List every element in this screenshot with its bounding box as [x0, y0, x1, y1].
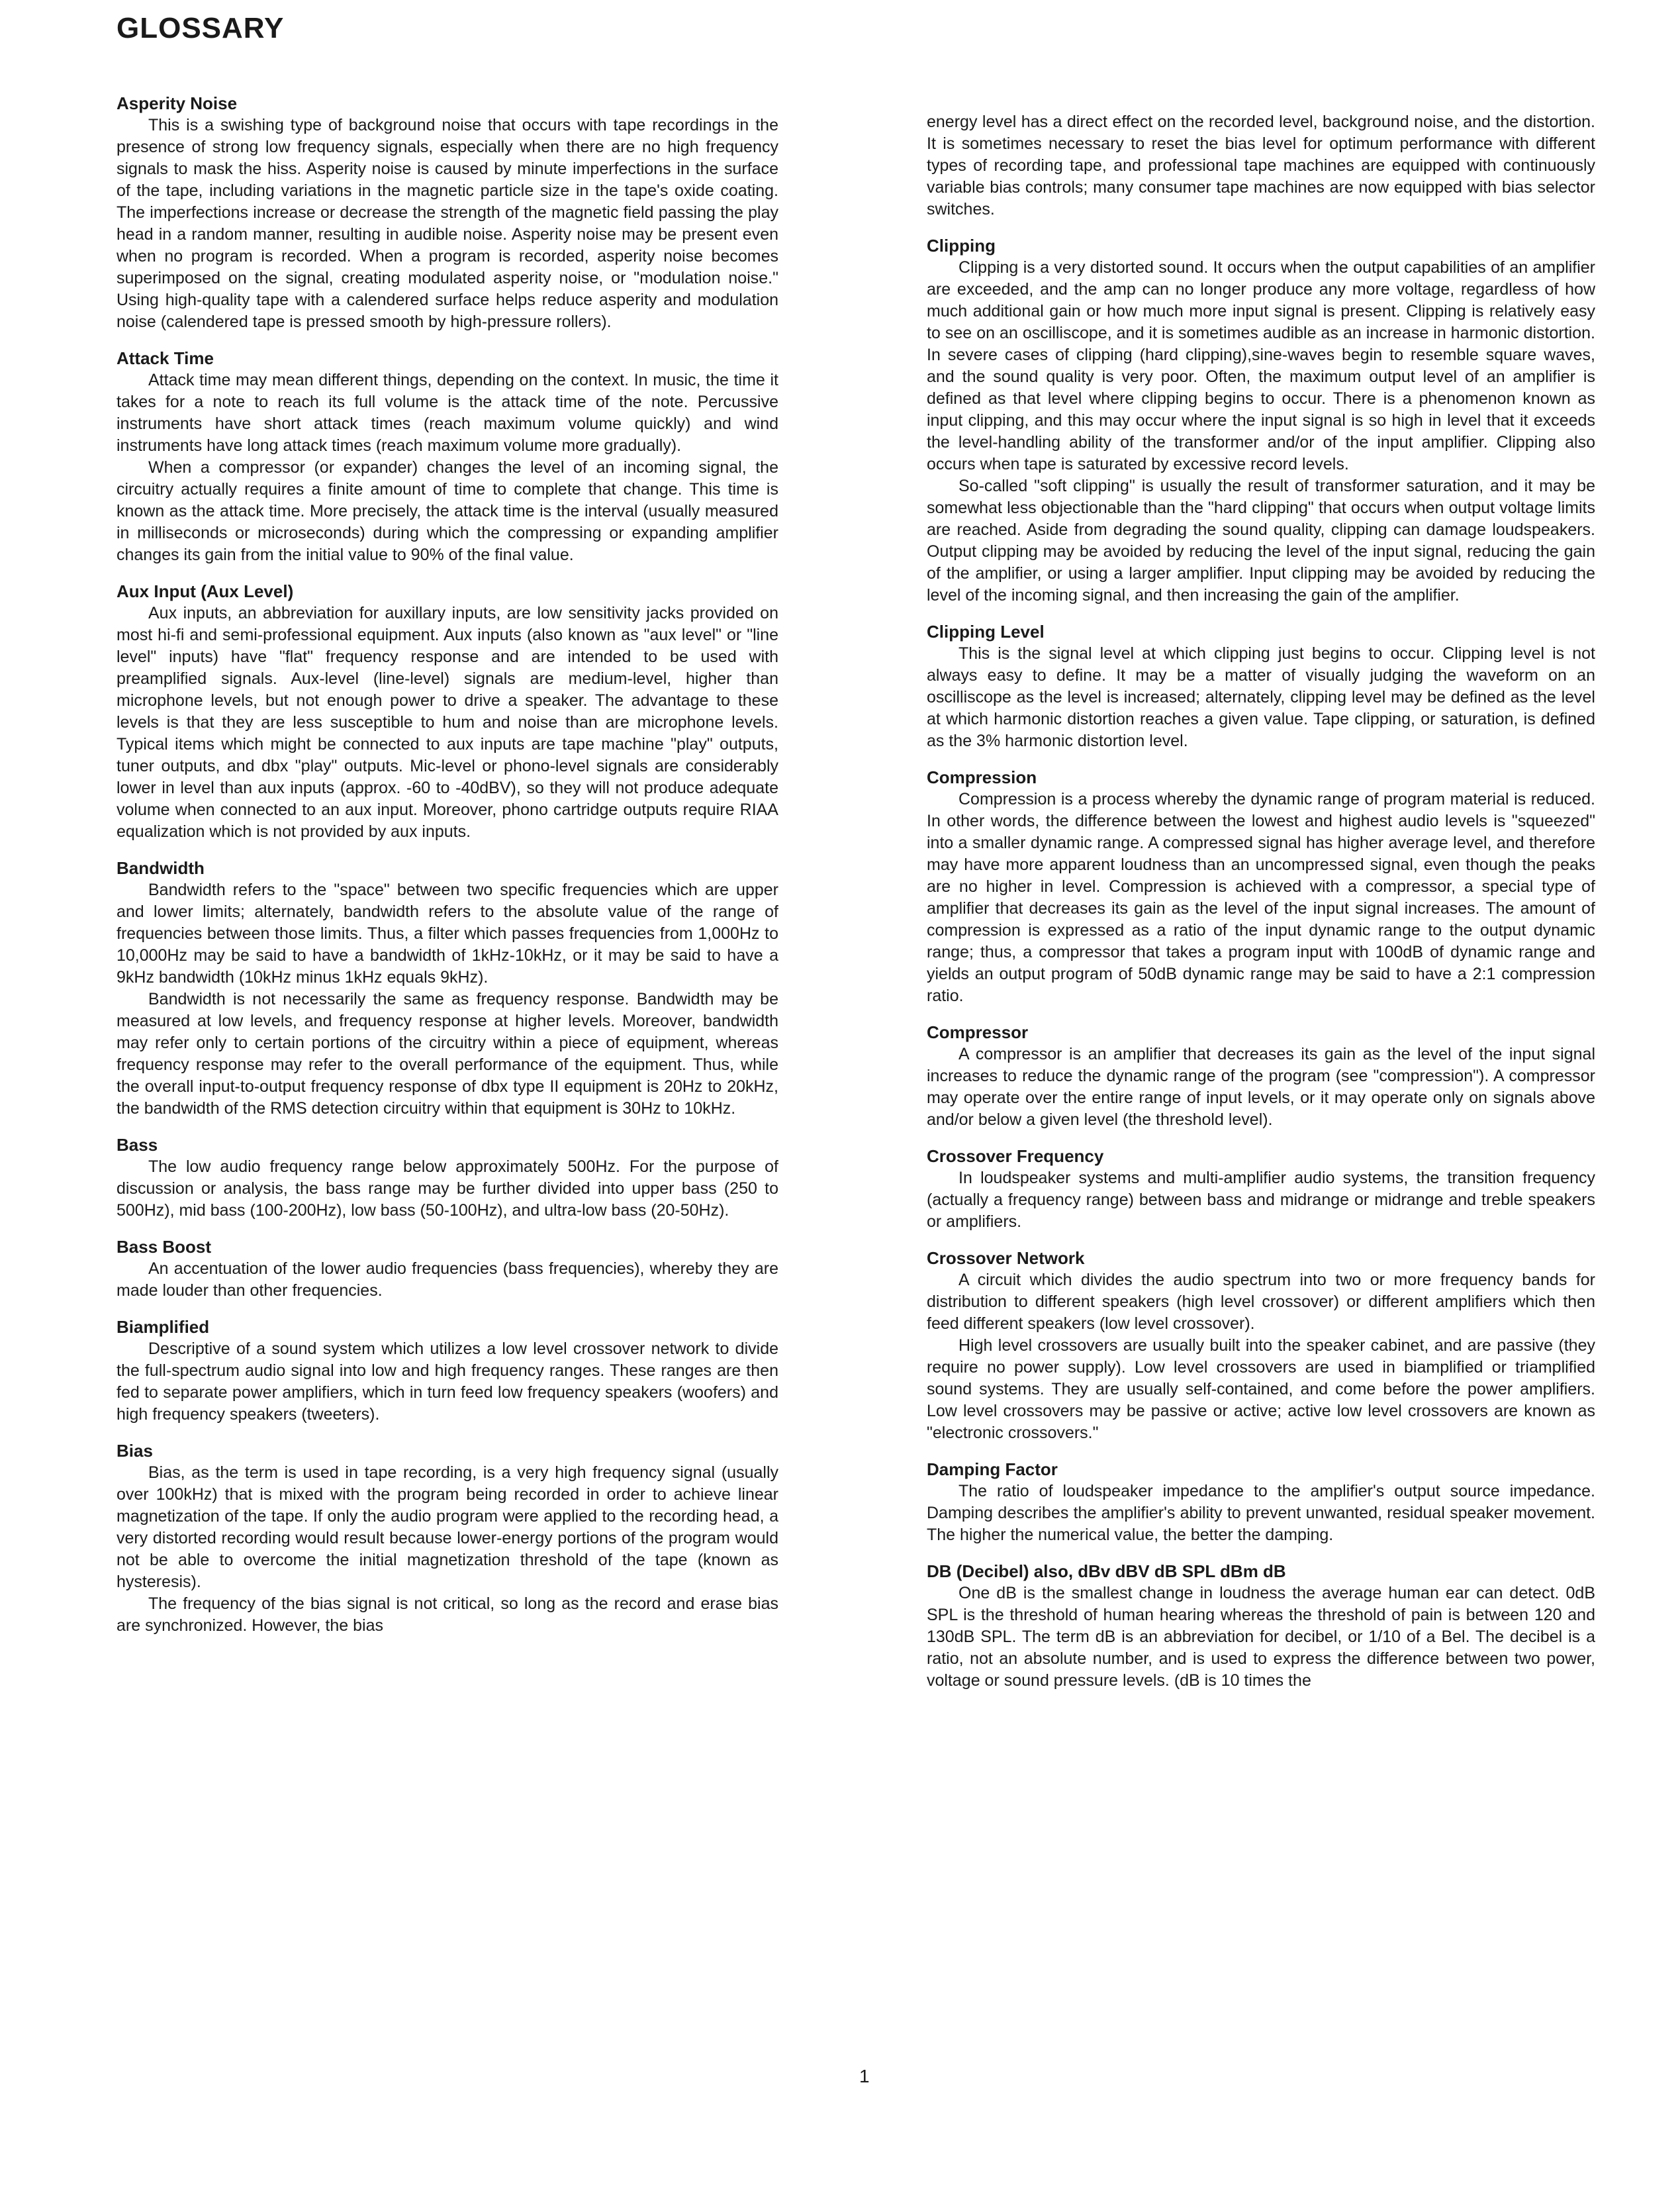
right-column: [927, 111, 1595, 1706]
glossary-entry: [927, 1247, 1595, 1444]
glossary-entry: [117, 93, 778, 333]
glossary-definition: Compression is a process whereby the dynamic range of program material is reduced. In other words, the difference between the lowest and highest audio levels is "squeezed" into a smaller dynamic range. A compressed signal has higher average level, and therefore may have more apparent loudness than an uncompressed signal, even though the peaks are no higher in level. Compression is achieved with a compressor, a special type of amplifier that decreases its gain as the level of the input signal increases. The amount of compression is expressed as a ratio of the input dynamic range to the output dynamic range; thus, a compressor that takes a program input with 100dB of dynamic range and yields an output program of 50dB dynamic range may be said to have a 2:1 compression ratio.: [927, 790, 1595, 1005]
glossary-definition: So-called "soft clipping" is usually the result of transformer saturation, and it may be somewhat less objectionable than the "hard clipping" that occurs when output voltage limits are reached. Aside from degrading the sound quality, clipping can damage loudspeakers. Output clipping may be avoided by reducing the level of the input signal, reducing the gain of the amplifier, or using a larger amplifier. Input clipping may be avoided by reducing the level of the incoming signal, and then increasing the gain of the amplifier.: [927, 477, 1595, 605]
glossary-definition: An accentuation of the lower audio frequencies (bass frequencies), whereby they are made louder than other frequencies.: [117, 1259, 778, 1300]
glossary-definition: energy level has a direct effect on the recorded level, background noise, and the distortion. It is sometimes necessary to reset the bias level for optimum performance with different types of recording tape, and professional tape machines are equipped with continuously variable bias controls; many consumer tape machines are now equipped with bias selector switches.: [927, 113, 1595, 219]
glossary-entry: [117, 1316, 778, 1426]
glossary-term: Bass Boost: [117, 1237, 212, 1257]
glossary-definition: Descriptive of a sound system which utilizes a low level crossover network to divide the full-spectrum audio signal into low and high frequency ranges. These ranges are then fed to separate power amplifiers, which in turn feed low frequency speakers (woofers) and high frequency speakers (tweeters).: [117, 1339, 778, 1424]
glossary-definition: High level crossovers are usually built into the speaker cabinet, and are passive (they require no power supply). Low level crossovers are used in biamplified or triamplified sound systems. They are usually self-contained, and come before the power amplifiers. Low level crossovers may be passive or active; active low level crossovers are known as "electronic crossovers.": [927, 1336, 1595, 1442]
glossary-term: DB (Decibel) also, dBv dBV dB SPL dBm dB: [927, 1561, 1286, 1581]
glossary-entry: [117, 857, 778, 1120]
glossary-entry: [117, 1236, 778, 1302]
glossary-definition: Bandwidth is not necessarily the same as frequency response. Bandwidth may be measured at low levels, and frequency response at higher levels. Moreover, bandwidth may refer only to certain portions of the circuitry within a piece of equipment, whereas frequency response may refer to the overall performance of the equipment. Thus, while the overall input-to-output frequency response of dbx type II equipment is 20Hz to 20kHz, the bandwidth of the RMS detection circuitry within that equipment is 30Hz to 10kHz.: [117, 990, 778, 1118]
glossary-definition: Bias, as the term is used in tape recording, is a very high frequency signal (usually over 100kHz) that is mixed with the program being recorded in order to achieve linear magnetization of the tape. If only the audio program were applied to the recording head, a very distorted recording would result because lower-energy portions of the program would not be able to overcome the initial magnetization threshold of the tape (known as hysteresis).: [117, 1463, 778, 1591]
glossary-term: Asperity Noise: [117, 93, 238, 113]
glossary-definition: Attack time may mean different things, depending on the context. In music, the time it takes for a note to reach its full volume is the attack time of the note. Percussive instruments have short attack times (reach maximum volume quickly) and wind instruments have long attack times (reach maximum volume more gradually).: [117, 371, 778, 455]
glossary-definition: Clipping is a very distorted sound. It occurs when the output capabilities of an amplifier are exceeded, and the amp can no longer produce any more voltage, regardless of how much additional gain or how much more input signal is present. Clipping is relatively easy to see on an oscilliscope, and it is sometimes audible as an increase in harmonic distortion. In severe cases of clipping (hard clipping),sine-waves begin to resemble square waves, and the sound quality is very poor. Often, the maximum output level of an amplifier is defined as that level where clipping begins to occur. There is a phenomenon known as input clipping, and this may occur where the input signal is so high in level that it exceeds the level-handling ability of the transformer and/or of the input amplifier. Clipping also occurs when tape is saturated by excessive record levels.: [927, 258, 1595, 473]
glossary-definition: In loudspeaker systems and multi-amplifier audio systems, the transition frequency (actually a frequency range) between bass and midrange or midrange and treble speakers or amplifiers.: [927, 1169, 1595, 1231]
glossary-term: Attack Time: [117, 348, 214, 368]
glossary-term: Compression: [927, 767, 1037, 787]
glossary-definition: A circuit which divides the audio spectrum into two or more frequency bands for distribution to different speakers (high level crossover) or different amplifiers which then feed different speakers (low level crossover).: [927, 1271, 1595, 1333]
glossary-term: Crossover Frequency: [927, 1146, 1104, 1166]
glossary-term: Aux Input (Aux Level): [117, 581, 294, 601]
glossary-term: Damping Factor: [927, 1459, 1058, 1479]
page-number: 1: [859, 2066, 870, 2086]
glossary-definition: A compressor is an amplifier that decreases its gain as the level of the input signal increases to reduce the dynamic range of the program (see "compression"). A compressor may operate over the entire range of input levels, or it may operate only on signals above and/or below a given level (the threshold level).: [927, 1045, 1595, 1129]
glossary-definition: This is a swishing type of background noise that occurs with tape recordings in the presence of strong low frequency signals, especially when there are no high frequency signals to mask the hiss. Asperity noise is caused by minute imperfections in the surface of the tape, including variations in the magnetic particle size in the tape's oxide coating. The imperfections increase or decrease the strength of the magnetic field passing the play head in a random manner, resulting in audible noise. Asperity noise may be present even when no program is recorded. When a program is recorded, asperity noise becomes superimposed on the signal, creating modulated asperity noise, or "modulation noise." Using high-quality tape with a calendered surface helps reduce asperity and modulation noise (calendered tape is pressed smooth by high-pressure rollers).: [117, 116, 778, 331]
glossary-entry: [927, 111, 1595, 220]
glossary-definition: Bandwidth refers to the "space" between two specific frequencies which are upper and lower limits; alternately, bandwidth refers to the absolute value of the range of frequencies between those limits. Thus, a filter which passes frequencies from 1,000Hz to 10,000Hz may be said to have a bandwidth of 1kHz-10kHz, or it may be said to have a 9kHz bandwidth (10kHz minus 1kHz equals 9kHz).: [117, 881, 778, 987]
glossary-definition: Aux inputs, an abbreviation for auxillary inputs, are low sensitivity jacks provided on most hi-fi and semi-professional equipment. Aux inputs (also known as "aux level" or "line level" inputs) have "flat" frequency response and are intended to be used with preamplified signals. Aux-level (line-level) signals are medium-level, higher than microphone levels, but not enough power to drive a speaker. The advantage to these levels is that they are less susceptible to hum and noise than are microphone levels. Typical items which might be connected to aux inputs are tape machine "play" outputs, tuner outputs, and dbx "play" outputs. Mic-level or phono-level signals are considerably lower in level than aux inputs (approx. -60 to -40dBV), so they will not produce adequate volume when connected to an aux input. Moreover, phono cartridge outputs require RIAA equalization which is not provided by aux inputs.: [117, 604, 778, 841]
glossary-definition: The ratio of loudspeaker impedance to the amplifier's output source impedance. Damping describes the amplifier's ability to prevent unwanted, residual speaker movement. The higher the numerical value, the better the damping.: [927, 1482, 1595, 1544]
glossary-entry: [927, 767, 1595, 1007]
glossary-entry: [927, 1145, 1595, 1233]
glossary-entry: [927, 1561, 1595, 1692]
glossary-entry: [927, 1022, 1595, 1131]
glossary-term: Bandwidth: [117, 858, 205, 878]
glossary-term: Biamplified: [117, 1317, 210, 1337]
left-column: [117, 93, 778, 1651]
glossary-definition: One dB is the smallest change in loudness the average human ear can detect. 0dB SPL is the threshold of human hearing whereas the threshold of pain is between 120 and 130dB SPL. The term dB is an abbreviation for decibel, or 1/10 of a Bel. The decibel is a ratio, not an absolute number, and is used to express the difference between two power, voltage or sound pressure levels. (dB is 10 times the: [927, 1584, 1595, 1690]
glossary-definition: When a compressor (or expander) changes the level of an incoming signal, the circuitry actually requires a finite amount of time to complete that change. This time is known as the attack time. More precisely, the attack time is the interval (usually measured in milliseconds or microseconds) during which the compressing or expanding amplifier changes its gain from the initial value to 90% of the final value.: [117, 458, 778, 564]
glossary-term: Bass: [117, 1135, 158, 1155]
glossary-definition: The low audio frequency range below approximately 500Hz. For the purpose of discussion or analysis, the bass range may be further divided into upper bass (250 to 500Hz), mid bass (100-200Hz), low bass (50-100Hz), and ultra-low bass (20-50Hz).: [117, 1157, 778, 1220]
glossary-term: Clipping Level: [927, 622, 1045, 642]
glossary-term: Compressor: [927, 1022, 1029, 1042]
glossary-entry: [927, 621, 1595, 752]
glossary-term: Bias: [117, 1441, 153, 1461]
glossary-entry: [117, 1440, 778, 1637]
glossary-entry: [927, 1459, 1595, 1546]
page-title: GLOSSARY: [117, 12, 285, 44]
glossary-definition: This is the signal level at which clipping just begins to occur. Clipping level is not always easy to define. It may be a matter of visually judging the waveform on an oscilliscope as the level is increased; alternately, clipping level may be defined as the level at which harmonic distortion reaches a given value. Tape clipping, or saturation, is defined as the 3% harmonic distortion level.: [927, 644, 1595, 750]
glossary-definition: The frequency of the bias signal is not critical, so long as the record and erase bias are synchronized. However, the bias: [117, 1594, 778, 1635]
glossary-entry: [117, 1134, 778, 1222]
glossary-term: Clipping: [927, 236, 996, 256]
glossary-term: Crossover Network: [927, 1248, 1085, 1268]
glossary-entry: [117, 581, 778, 843]
glossary-entry: [927, 235, 1595, 607]
glossary-entry: [117, 348, 778, 566]
